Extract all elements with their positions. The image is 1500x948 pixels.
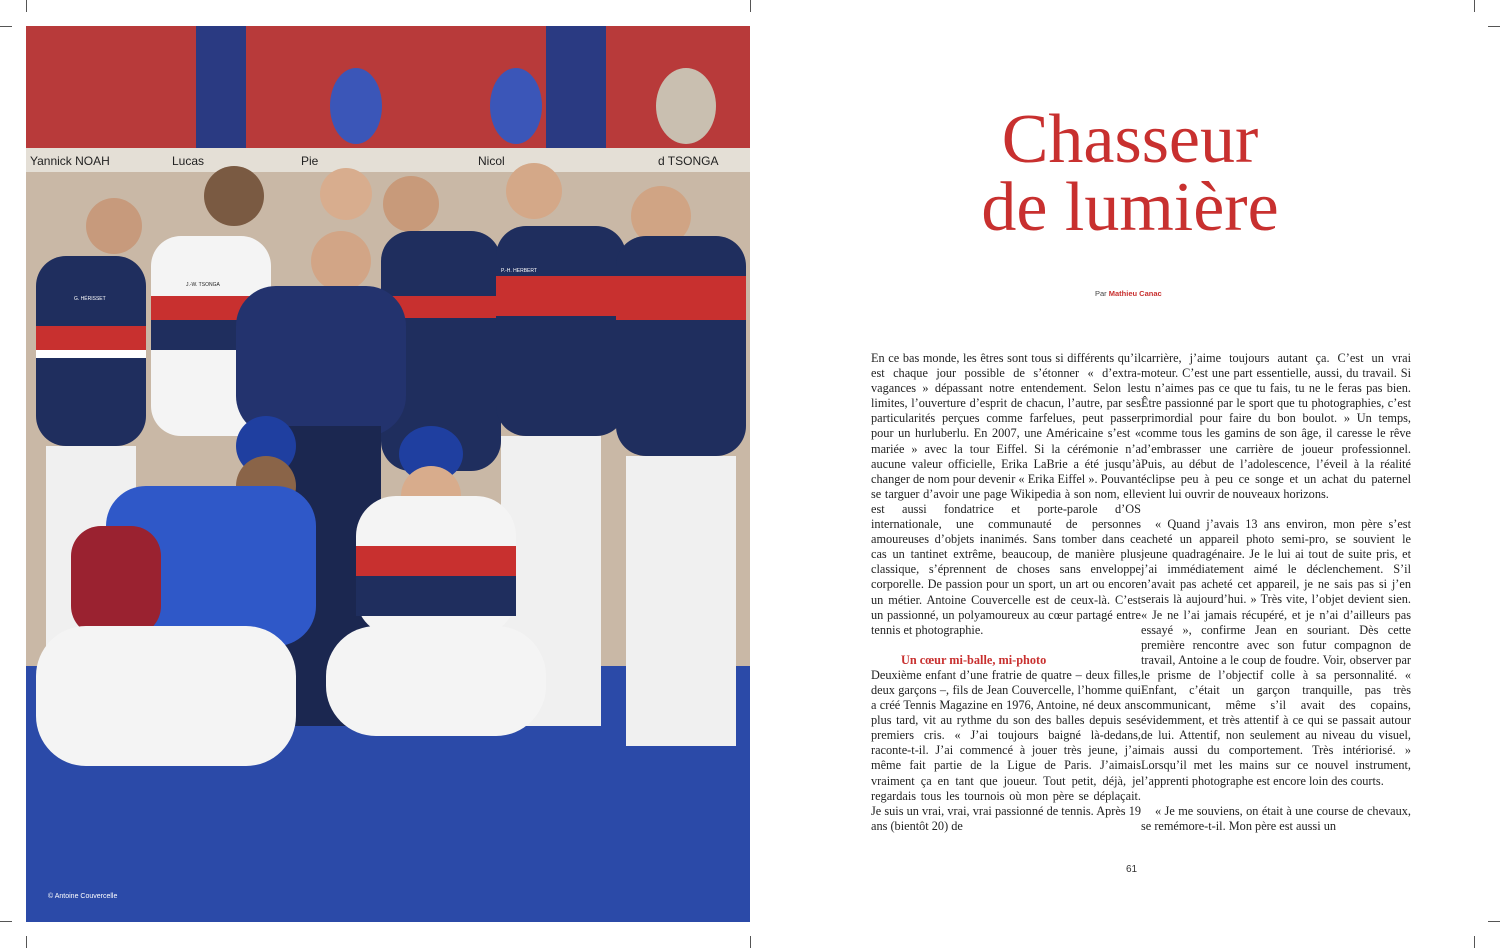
trophy [656,68,716,144]
crop-mark [26,0,27,12]
page-number: 61 [1126,864,1138,875]
locker-name: d TSONGA [658,154,719,168]
statue [490,68,542,144]
locker-name: Nicol [478,154,505,168]
statue [330,68,382,144]
article-title [940,101,1320,246]
jacket-name: G. HÉRISSET [74,296,106,302]
byline-prefix: Par [1095,289,1107,298]
crop-mark [0,26,12,27]
crop-mark [1488,26,1500,27]
byline-author: Mathieu Canac [1108,289,1162,298]
paragraph: « Quand j’avais 13 ans environ, mon père s’est acheté un appareil photo semi-pro, se souvient le jeune quadragénaire. Je le lui ai tout de suite pris, et j’ai immédiatement aimé le déclenchement. S’il n’avait pas acheté cet appareil, je ne sais pas si j’en serais là aujourd’hui. » Très vite, l’objet devient sien. « Je ne l’ai jamais récupéré, et je n’ai d’ailleurs pas essayé », confirme Jean en souriant. Dès cette première rencontre avec son futur compagnon de travail, Antoine a le coup de foudre. Voir, observer par le prisme de l’objectif colle à sa personnalité. « Enfant, c’était un garçon tranquille, pas très communicant, même s’il avait des copains, évidemment, et très attentif à ce qui se passait autour de lui. Attentif, non seulement au niveau du visuel, mais aussi du comportement. Très intériorisé. » Lorsqu’il met les mains sur ce nouvel instrument, l’apprenti photographe est encore loin des courts. [1141,516,1411,788]
paragraph: « Je me souviens, on était à une course de chevaux, se remémore-t-il. Mon père est aussi un [1141,803,1411,833]
crop-mark [750,0,751,12]
jacket-name: P.-H. HERBERT [501,268,537,274]
locker-name: Yannick NOAH [30,154,110,168]
byline [1095,289,1162,298]
locker-room-wall [26,26,750,156]
team-photo [26,26,750,922]
paragraph: En ce bas monde, les êtres sont tous si différents qu’il est chaque jour possible de s’étonner « d’extra-vagances » dépassant notre entendement. Selon les limites, l’ouverture d’esprit de chacun, l’autre, par ses particularités perçues comme farfelues, peut passer pour un hurluberlu. En 2007, une Américaine s’est « mariée » avec la tour Eiffel. Si la cérémonie n’a aucune valeur officielle, Erika LaBrie a été jusqu’à changer de nom pour devenir « Erika Eiffel ». Pouvant se targuer d’avoir une page Wikipedia à son nom, elle est aussi fondatrice et porte-parole d’OS internationale, une communauté de personnes amoureuses d’objets inanimés. Sans tomber dans ce cas un tantinet extrême, beaucoup, de manière plus classique, s’éprennent de choses sans enveloppe corporelle. De passion pour un sport, un art ou encore un métier. Antoine Couvercelle est de ceux-là. C’est un passionné, un polyamoureux au cœur partagé entre tennis et photographie. [871,351,1141,637]
paragraph: Deuxième enfant d’une fratrie de quatre – deux filles, deux garçons –, fils de Jean Couvercelle, l’homme qui a créé Tennis Magazine en 1976, Antoine, né deux ans plus tard, vit au rythme du son des balles depuis ses premiers cris. « J’ai toujours baigné là-dedans, raconte-t-il. J’ai commencé à jouer très jeune, j’ai même fait partie de la Ligue de Paris. J’aimais vraiment ça en tant que joueur. Tout petit, déjà, je regardais tous les tournois où mon père se déplaçait. Je suis un vrai, vrai, vrai passionné de tennis. Après 19 ans (bientôt 20) de [871,667,1141,833]
paragraph: carrière, j’aime toujours autant ça. C’est un vrai moteur. C’est une part essentielle, aussi, du travail. Si tu n’aimes pas ce que tu fais, tu ne le feras pas bien. Être passionné par le sport que tu photographies, c’est primordial pour faire du bon boulot. » Un temps, comme tous les gamins de son âge, il caresse le rêve d’embrasser une carrière de joueur professionnel. Puis, au début de l’adolescence, l’éveil à la réalité éclipse peu à peu ce songe et un achat du paternel vient lui ouvrir de nouveaux horizons. [1141,351,1411,501]
locker-name: Pie [301,154,319,168]
crop-mark [1474,936,1475,948]
title-line: de lumière [981,169,1279,246]
photo-credit: © Antoine Couvercelle [48,893,118,900]
text-column-left [871,351,1141,834]
title-line: Chasseur [1001,101,1259,178]
team-photo-illustration [26,26,750,922]
crop-mark [750,936,751,948]
crop-mark [0,921,12,922]
crop-mark [26,936,27,948]
jacket-name: J.-W. TSONGA [186,282,220,288]
subheading: Un cœur mi-balle, mi-photo [901,652,1047,667]
text-column-right [1141,351,1411,834]
crop-mark [1488,921,1500,922]
crop-mark [1474,0,1475,12]
locker-name: Lucas [172,154,205,168]
